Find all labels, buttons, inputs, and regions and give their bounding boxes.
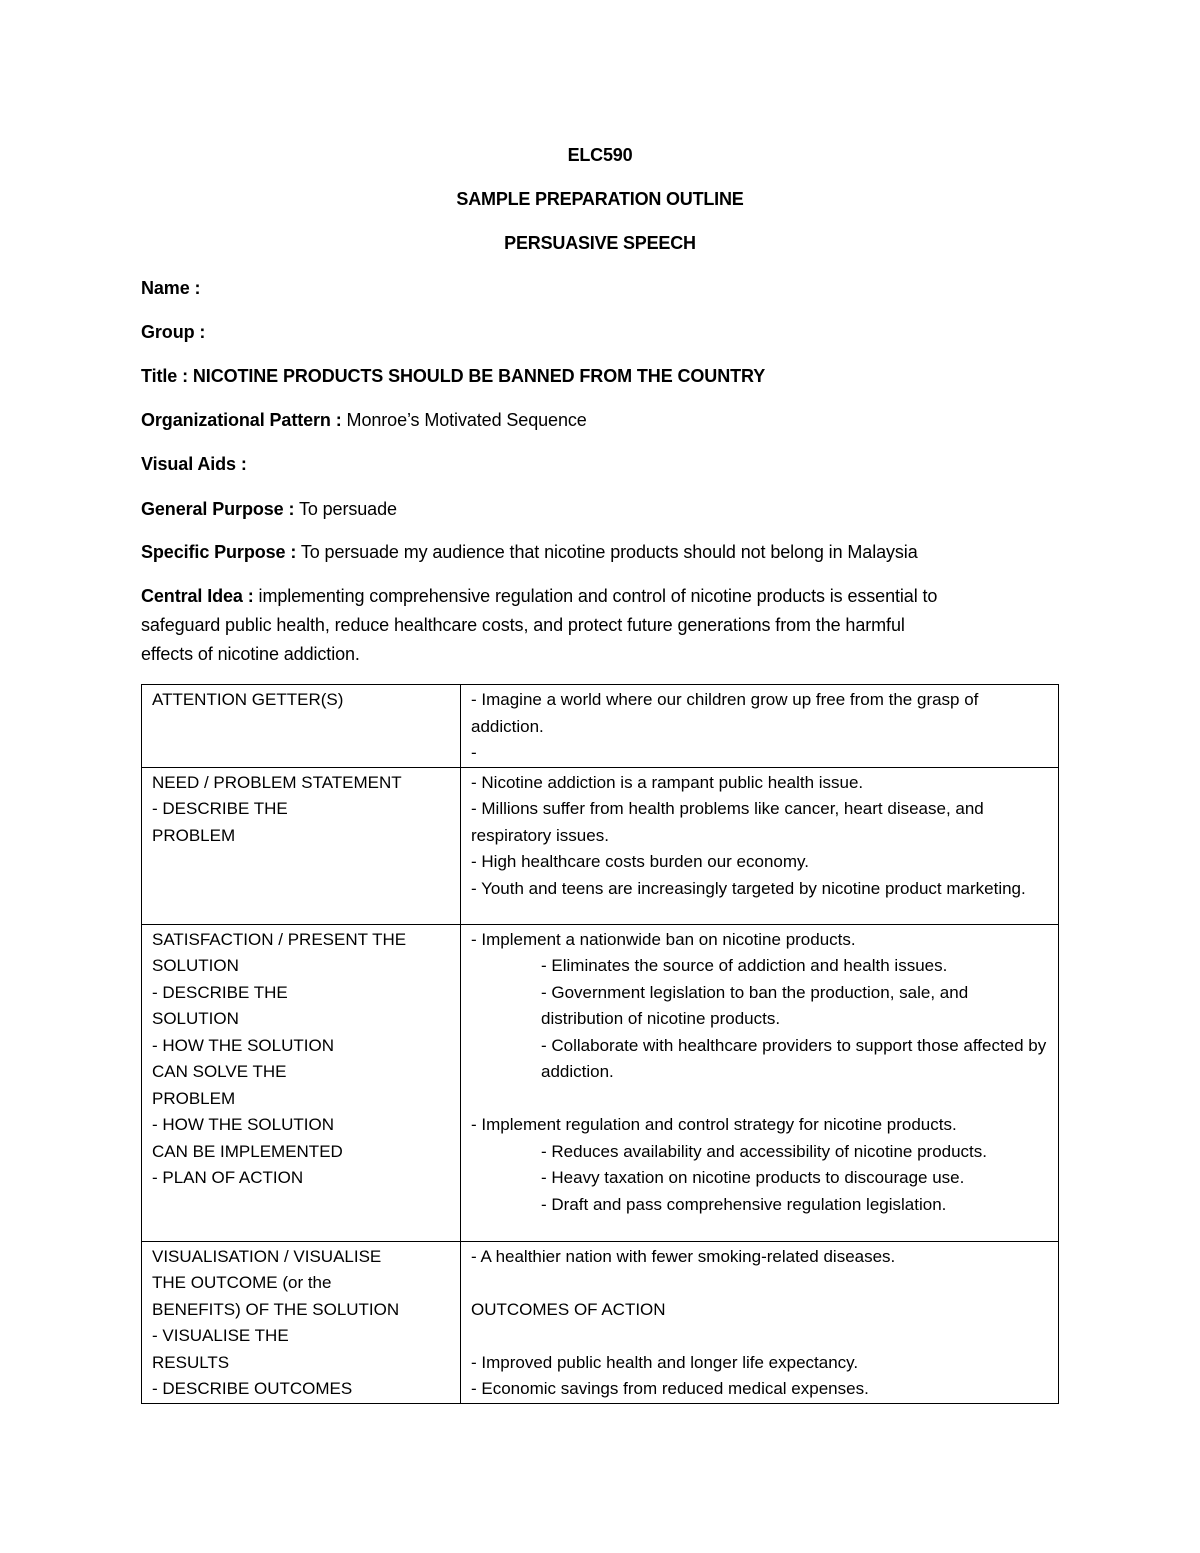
name-label: Name : bbox=[141, 278, 201, 298]
satisfaction-label-line-5: - HOW THE SOLUTION bbox=[152, 1035, 334, 1055]
general-purpose-field bbox=[141, 495, 1061, 524]
outline-title: SAMPLE PREPARATION OUTLINE bbox=[456, 189, 744, 209]
central-idea-label: Central Idea : bbox=[141, 586, 254, 606]
table-row-visualisation bbox=[142, 1241, 1059, 1403]
visualisation-label-line-6: - DESCRIBE OUTCOMES bbox=[152, 1379, 353, 1398]
satisfaction-point-1-sub-3: - Collaborate with healthcare providers to support those affected by addiction. bbox=[541, 1035, 1047, 1081]
speech-type: PERSUASIVE SPEECH bbox=[504, 233, 696, 253]
central-idea-value-line-2: safeguard public health, reduce healthcare costs, and protect future generations from the harmful bbox=[141, 615, 905, 635]
visualisation-content-cell bbox=[461, 1241, 1059, 1403]
satisfaction-label-line-9: CAN BE IMPLEMENTED bbox=[152, 1141, 343, 1161]
title-label: Title : bbox=[141, 366, 188, 386]
satisfaction-label-line-10: - PLAN OF ACTION bbox=[152, 1168, 304, 1187]
need-point-2: - Millions suffer from health problems like cancer, heart disease, and respiratory issues. bbox=[471, 799, 984, 845]
satisfaction-point-1-sub-2: - Government legislation to ban the production, sale, and distribution of nicotine products. bbox=[541, 982, 969, 1028]
attention-point-1: - Imagine a world where our children grow up free from the grasp of addiction. bbox=[471, 690, 979, 736]
visualisation-point-1: - A healthier nation with fewer smoking-related diseases. bbox=[471, 1246, 896, 1266]
general-purpose-value: To persuade bbox=[298, 499, 397, 519]
need-label-line-1: NEED / PROBLEM STATEMENT bbox=[152, 772, 402, 792]
satisfaction-point-2: - Implement regulation and control strategy for nicotine products. bbox=[471, 1115, 957, 1134]
specific-purpose-field bbox=[141, 538, 1061, 567]
visualisation-point-2: - Improved public health and longer life expectancy. bbox=[471, 1352, 859, 1372]
visualisation-label-line-3: BENEFITS) OF THE SOLUTION bbox=[152, 1299, 400, 1319]
satisfaction-label-line-8: - HOW THE SOLUTION bbox=[152, 1115, 334, 1134]
attention-content-cell bbox=[461, 685, 1059, 768]
group-field bbox=[141, 318, 1061, 347]
visualisation-label-line-1: VISUALISATION / VISUALISE bbox=[152, 1246, 382, 1266]
specific-purpose-value: To persuade my audience that nicotine products should not belong in Malaysia bbox=[300, 542, 918, 562]
visual-aids-field bbox=[141, 450, 1061, 479]
satisfaction-point-2-sub-3: - Draft and pass comprehensive regulation legislation. bbox=[541, 1194, 947, 1214]
satisfaction-point-1-sub-1: - Eliminates the source of addiction and health issues. bbox=[541, 956, 948, 975]
satisfaction-label-line-7: PROBLEM bbox=[152, 1088, 236, 1108]
organizational-pattern-label: Organizational Pattern : bbox=[141, 410, 342, 430]
attention-label-cell bbox=[142, 685, 461, 768]
organizational-pattern-field bbox=[141, 406, 1061, 435]
attention-point-2: - bbox=[471, 743, 477, 762]
outcomes-heading: OUTCOMES OF ACTION bbox=[471, 1299, 666, 1319]
visualisation-point-3: - Economic savings from reduced medical expenses. bbox=[471, 1379, 869, 1398]
attention-label: ATTENTION GETTER(S) bbox=[152, 690, 344, 709]
specific-purpose-label: Specific Purpose : bbox=[141, 542, 297, 562]
satisfaction-label-line-4: SOLUTION bbox=[152, 1009, 239, 1028]
visualisation-label-line-5: RESULTS bbox=[152, 1352, 230, 1372]
visual-aids-label: Visual Aids : bbox=[141, 454, 247, 474]
need-point-1: - Nicotine addiction is a rampant public health issue. bbox=[471, 772, 864, 792]
satisfaction-point-1: - Implement a nationwide ban on nicotine products. bbox=[471, 929, 856, 949]
course-code: ELC590 bbox=[567, 145, 633, 165]
outline-table bbox=[141, 684, 1059, 1404]
need-content-cell bbox=[461, 767, 1059, 924]
satisfaction-point-2-sub-2: - Heavy taxation on nicotine products to discourage use. bbox=[541, 1168, 965, 1187]
visualisation-label-cell bbox=[142, 1241, 461, 1403]
satisfaction-content-cell bbox=[461, 924, 1059, 1241]
need-point-4: - Youth and teens are increasingly targeted by nicotine product marketing. bbox=[471, 878, 1026, 898]
name-field bbox=[141, 274, 1061, 303]
table-row-satisfaction bbox=[142, 924, 1059, 1241]
satisfaction-label-cell bbox=[142, 924, 461, 1241]
satisfaction-point-2-sub-1: - Reduces availability and accessibility of nicotine products. bbox=[541, 1141, 988, 1161]
satisfaction-label-line-1: SATISFACTION / PRESENT THE bbox=[152, 929, 407, 949]
visualisation-label-line-2: THE OUTCOME (or the bbox=[152, 1273, 332, 1292]
visualisation-spacer-2 bbox=[471, 1323, 1050, 1350]
visualisation-label-line-4: - VISUALISE THE bbox=[152, 1326, 289, 1345]
organizational-pattern-value: Monroe’s Motivated Sequence bbox=[346, 410, 587, 430]
need-label-line-2: - DESCRIBE THE bbox=[152, 799, 288, 818]
table-row-attention bbox=[142, 685, 1059, 768]
need-label-cell bbox=[142, 767, 461, 924]
title-value: NICOTINE PRODUCTS SHOULD BE BANNED FROM THE COUNTRY bbox=[192, 366, 766, 386]
central-idea-value-line-3: effects of nicotine addiction. bbox=[141, 644, 360, 664]
central-idea-field bbox=[141, 582, 1061, 669]
title-field bbox=[141, 362, 1061, 391]
satisfaction-label-line-3: - DESCRIBE THE bbox=[152, 982, 288, 1002]
central-idea-value-line-1: implementing comprehensive regulation and control of nicotine products is essential to bbox=[258, 586, 938, 606]
group-label: Group : bbox=[141, 322, 206, 342]
table-row-need bbox=[142, 767, 1059, 924]
satisfaction-spacer bbox=[471, 1086, 1050, 1113]
visualisation-spacer-1 bbox=[471, 1270, 1050, 1297]
need-label-line-3: PROBLEM bbox=[152, 825, 236, 845]
general-purpose-label: General Purpose : bbox=[141, 499, 295, 519]
need-point-3: - High healthcare costs burden our economy. bbox=[471, 852, 809, 871]
satisfaction-label-line-6: CAN SOLVE THE bbox=[152, 1062, 287, 1081]
satisfaction-label-line-2: SOLUTION bbox=[152, 956, 239, 975]
